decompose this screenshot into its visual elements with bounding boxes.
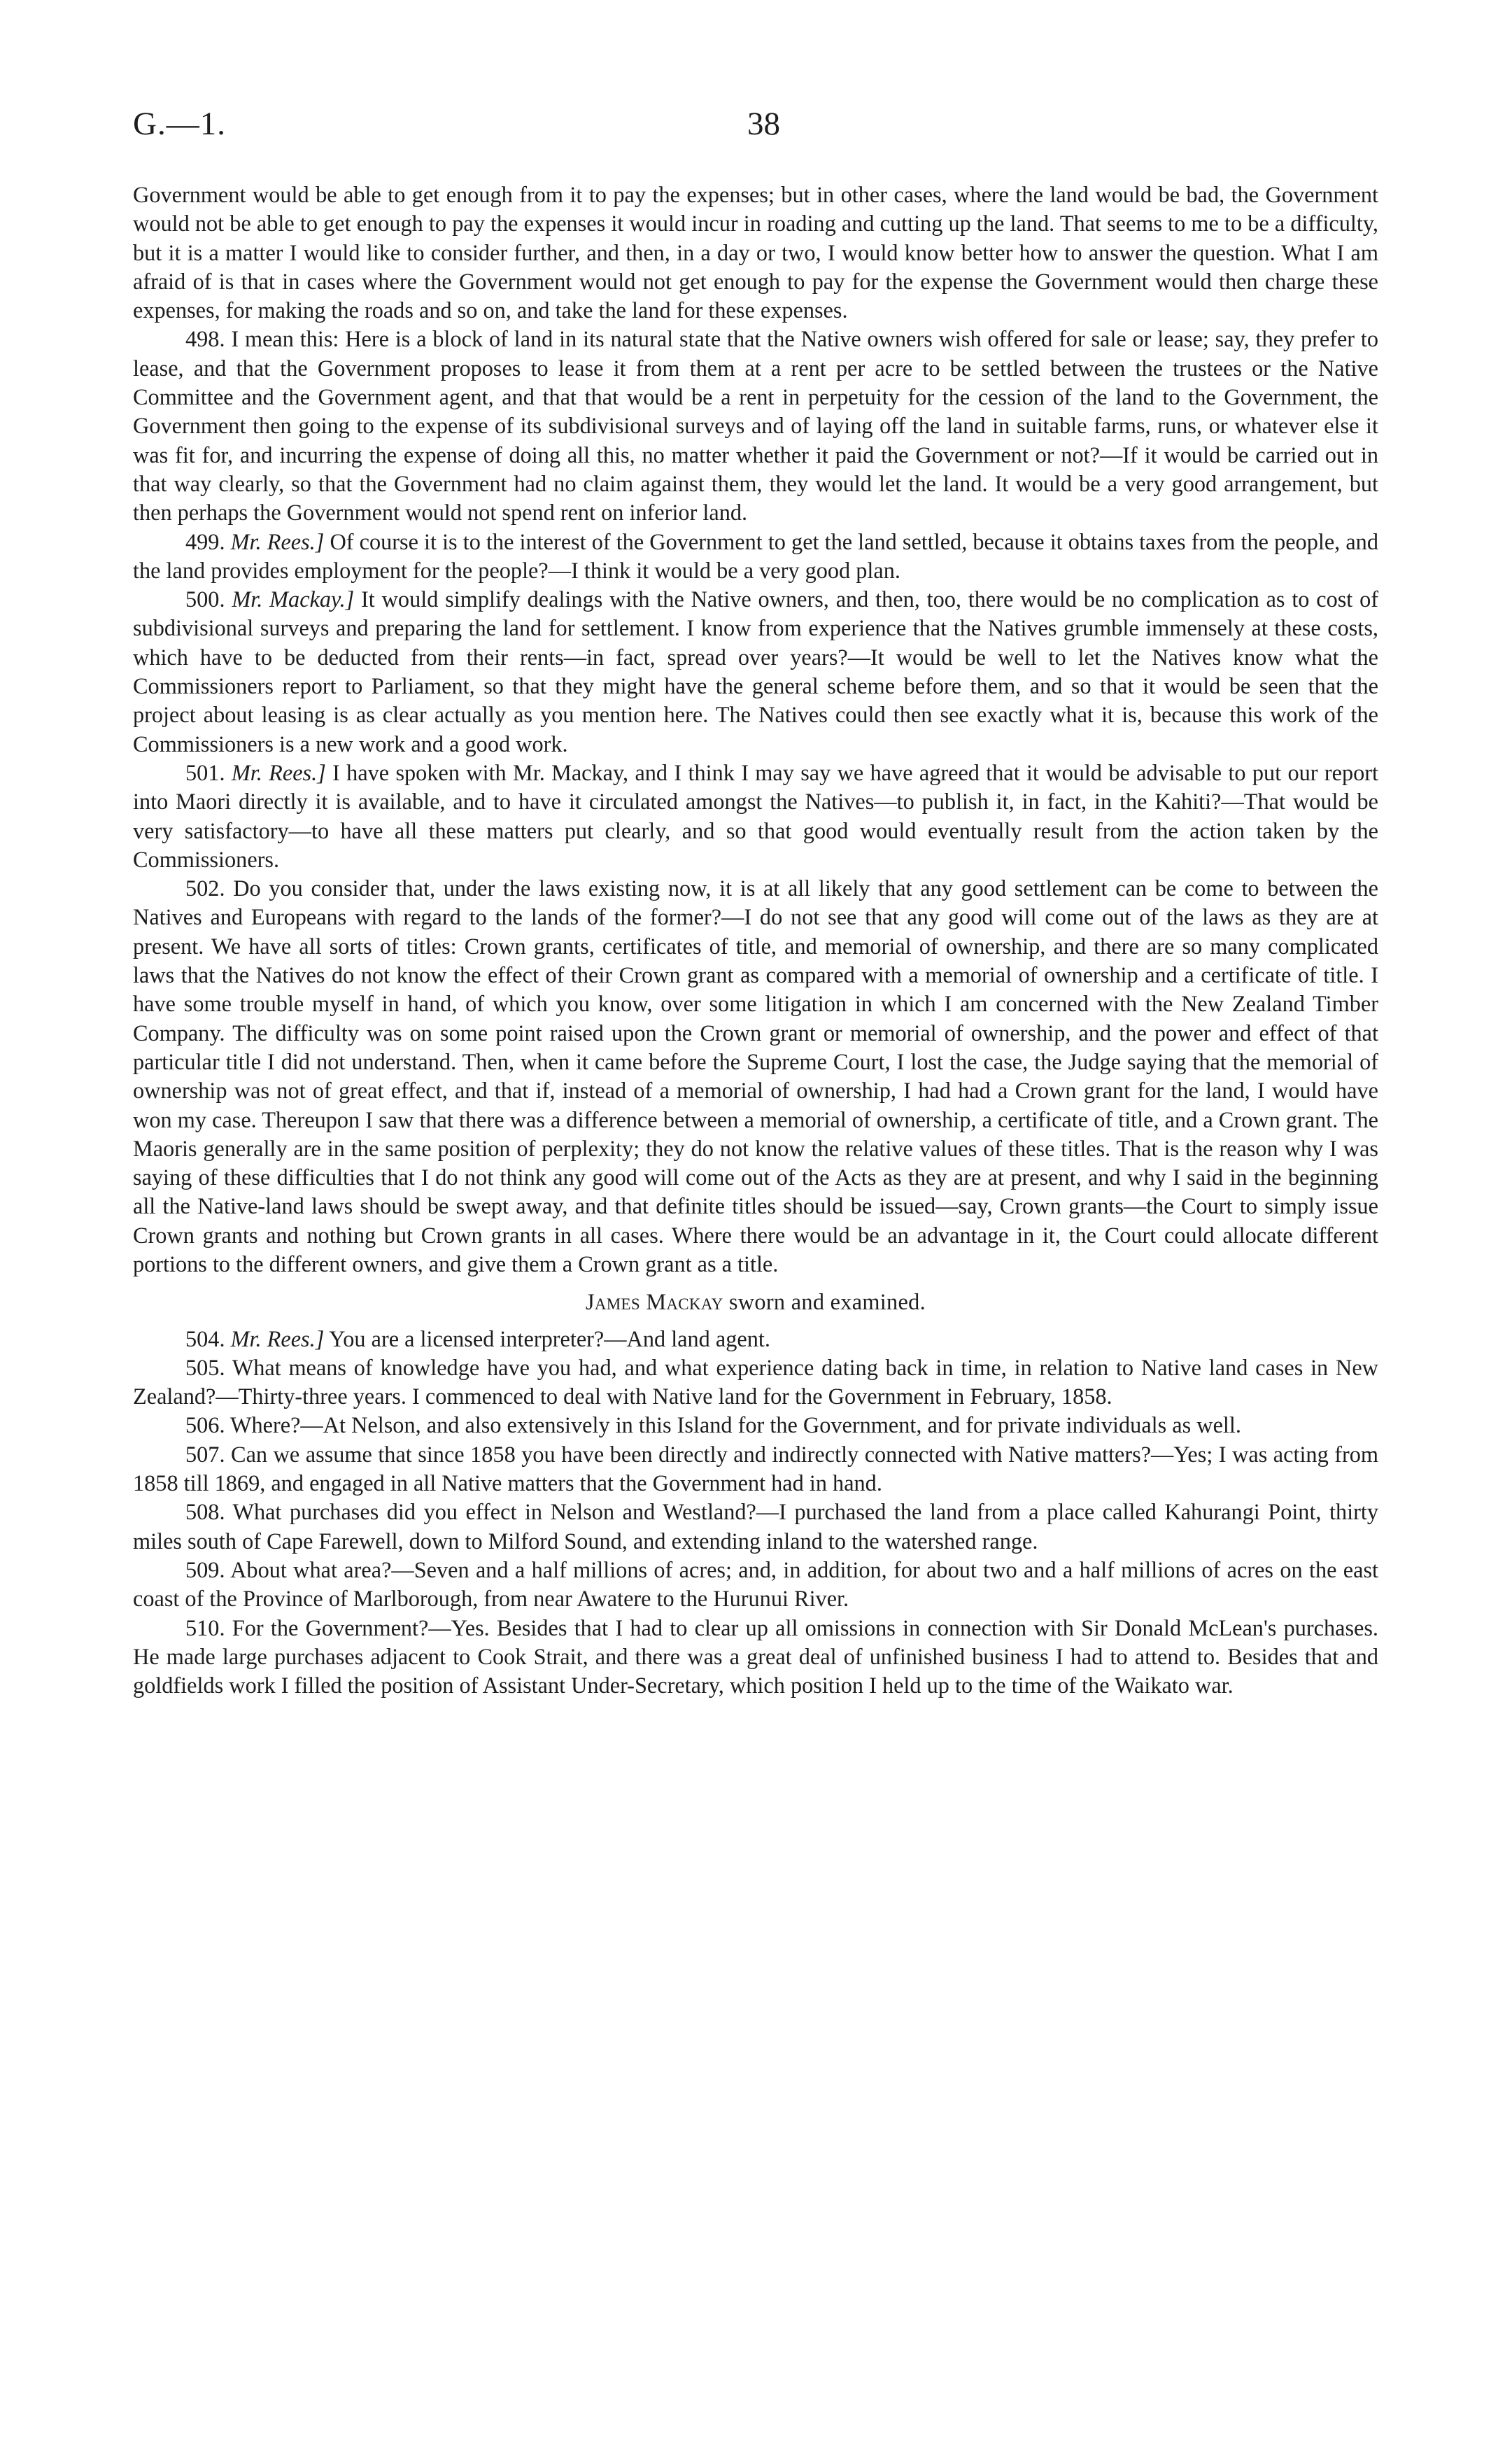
paragraph-continued xyxy=(133,181,1378,325)
question-number: 501. xyxy=(185,759,225,785)
paragraph-text: You are a licensed interpreter?—And land agent. xyxy=(329,1325,770,1351)
paragraph-text: I mean this: Here is a block of land in its natural state that the Native owners wish offered for sale or lease; say, they prefer to lease, and that the Government proposes to lease it from them at a rent per acre to be settled between the trustees or the Native Committee and the Government agent, and that that would be a rent in perpetuity for the cession of the land to the Government, the Government then going to the expense of its subdivisional surveys and of laying off the land in suitable farms, runs, or whatever else it was fit for, and incurring the expense of doing all this, no matter whether it paid the Government or not?—If it would be carried out in that way clearly, so that the Government had no claim against them, they would let the land. It would be a very good arrangement, but then perhaps the Government would not spend rent on inferior land. xyxy=(133,326,1378,526)
heading-rest: sworn and examined. xyxy=(728,1289,926,1315)
paragraph-507 xyxy=(133,1440,1378,1498)
paragraph-text: Where?—At Nelson, and also extensively in this Island for the Government, and for private individuals as well. xyxy=(230,1412,1241,1438)
question-number: 509. xyxy=(185,1556,225,1582)
question-number: 506. xyxy=(185,1412,225,1438)
page-header xyxy=(133,105,1378,154)
paragraph-500 xyxy=(133,585,1378,759)
paragraph-506 xyxy=(133,1411,1378,1440)
paragraph-498 xyxy=(133,325,1378,527)
paragraph-510 xyxy=(133,1614,1378,1701)
paragraph-text: Do you consider that, under the laws existing now, it is at all likely that any good settlement can be come to between the Natives and Europeans with regard to the lands of the former?—I do not see that any good will come out of the laws as they are at present. We have all sorts of titles: Crown grants, certificates of title, and memorial of ownership, and there are so many complicated laws that the Natives do not know the effect of their Crown grant as compared with a memorial of ownership and a certificate of title. I have some trouble myself in hand, of which you know, over some litigation in which I am concerned with the New Zealand Timber Company. The difficulty was on some point raised upon the Crown grant or memorial of ownership, and the power and effect of that particular title I did not understand. Then, when it came before the Supreme Court, I lost the case, the Judge saying that the memorial of ownership was not of great effect, and that if, instead of a memorial of ownership, I had had a Crown grant for the land, I would have won my case. Thereupon I saw that there was a difference between a memorial of ownership, a certificate of title, and a Crown grant. The Maoris generally are in the same position of perplexity; they do not know the relative values of these titles. That is the reason why I was saying of these difficulties that I do not think any good will come out of the Acts as they are at present, and why I said in the beginning all the Native-land laws should be swept away, and that definite titles should be issued—say, Crown grants—the Court to simply issue Crown grants and nothing but Crown grants in all cases. Where there would be an advantage in it, the Court could allocate different portions to the different owners, and give them a Crown grant as a title. xyxy=(133,875,1378,1276)
question-number: 505. xyxy=(185,1354,225,1380)
page-body xyxy=(133,181,1378,1700)
paragraph-text: For the Government?—Yes. Besides that I had to clear up all omissions in connection with Sir Donald McLean's purchases. He made large purchases adjacent to Cook Strait, and there was a great deal of unfinished business I had to attend to. Besides that and goldfields work I filled the position of Assistant Under-Secretary, which position I held up to the time of the Waikato war. xyxy=(133,1615,1378,1698)
paragraph-text: What means of knowledge have you had, and what experience dating back in time, in relation to Native land cases in New Zealand?—Thirty-three years. I commenced to deal with Native land for the Government in February, 1858. xyxy=(133,1354,1378,1409)
question-number: 504. xyxy=(185,1325,225,1351)
question-number: 499. xyxy=(185,528,225,554)
question-number: 510. xyxy=(185,1615,225,1640)
witness-name: James Mackay xyxy=(586,1289,723,1315)
speaker-label: Mr. Mackay.] xyxy=(232,586,355,612)
paragraph-502 xyxy=(133,874,1378,1279)
speaker-label: Mr. Rees.] xyxy=(231,759,326,785)
speaker-label: Mr. Rees.] xyxy=(230,1325,325,1351)
paragraph-505 xyxy=(133,1353,1378,1412)
paragraph-text: Government would be able to get enough from it to pay the expenses; but in other cases, where the land would be bad, the Government would not be able to get enough to pay the expenses it would incur in roading and cutting up the land. That seems to me to be a difficulty, but it is a matter I would like to consider further, and then, in a day or two, I would know better how to answer the question. What I am afraid of is that in cases where the Government would not get enough to pay for the expense the Government would then charge these expenses, for making the roads and so on, and take the land for these expenses. xyxy=(133,182,1378,323)
paragraph-text: It would simplify dealings with the Native owners, and then, too, there would be no complication as to cost of subdivisional surveys and preparing the land for settlement. I know from experience that the Natives grumble immensely at these costs, which have to be deducted from their rents—in fact, spread over years?—It would be well to let the Natives know what the Commissioners report to Parliament, so that they might have the general scheme before them, and so that it would be seen that the project about leasing is as clear actually as you mention here. The Natives could then see exactly what it is, because this work of the Commissioners is a new work and a good work. xyxy=(133,586,1379,757)
question-number: 508. xyxy=(185,1499,225,1525)
paragraph-504 xyxy=(133,1325,1378,1353)
question-number: 500. xyxy=(185,586,225,612)
paragraph-text: Of course it is to the interest of the Government to get the land settled, because it obtains taxes from the people, and the land provides employment for the people?—I think it would be a very good plan. xyxy=(133,528,1378,583)
paragraph-text: What purchases did you effect in Nelson and Westland?—I purchased the land from a place called Kahurangi Point, thirty miles south of Cape Farewell, down to Milford Sound, and extending inland to the watershed range. xyxy=(133,1499,1378,1554)
question-number: 498. xyxy=(185,326,225,352)
paragraph-499 xyxy=(133,528,1378,586)
paragraph-text: Can we assume that since 1858 you have been directly and indirectly connected with Native matters?—Yes; I was acting from 1858 till 1869, and engaged in all Native matters that the Government had in hand. xyxy=(133,1441,1379,1496)
paragraph-text: I have spoken with Mr. Mackay, and I think I may say we have agreed that it would be advisable to put our report into Maori directly it is available, and to have it circulated amongst the Natives—to publish it, in fact, in the Kahiti?—That would be very satisfactory—to have all these matters put clearly, and so that good would eventually result from the action taken by the Commissioners. xyxy=(133,759,1378,872)
speaker-label: Mr. Rees.] xyxy=(230,528,325,554)
question-number: 507. xyxy=(185,1441,225,1467)
paragraph-508 xyxy=(133,1498,1378,1556)
paragraph-501 xyxy=(133,759,1378,874)
section-heading xyxy=(133,1288,1378,1316)
page-number: 38 xyxy=(747,106,780,142)
question-number: 502. xyxy=(185,875,225,901)
document-reference: G.—1. xyxy=(133,106,226,142)
paragraph-509 xyxy=(133,1556,1378,1614)
paragraph-text: About what area?—Seven and a half millions of acres; and, in addition, for about two and a half millions of acres on the east coast of the Province of Marlborough, from near Awatere to the Hurunui River. xyxy=(133,1556,1378,1612)
